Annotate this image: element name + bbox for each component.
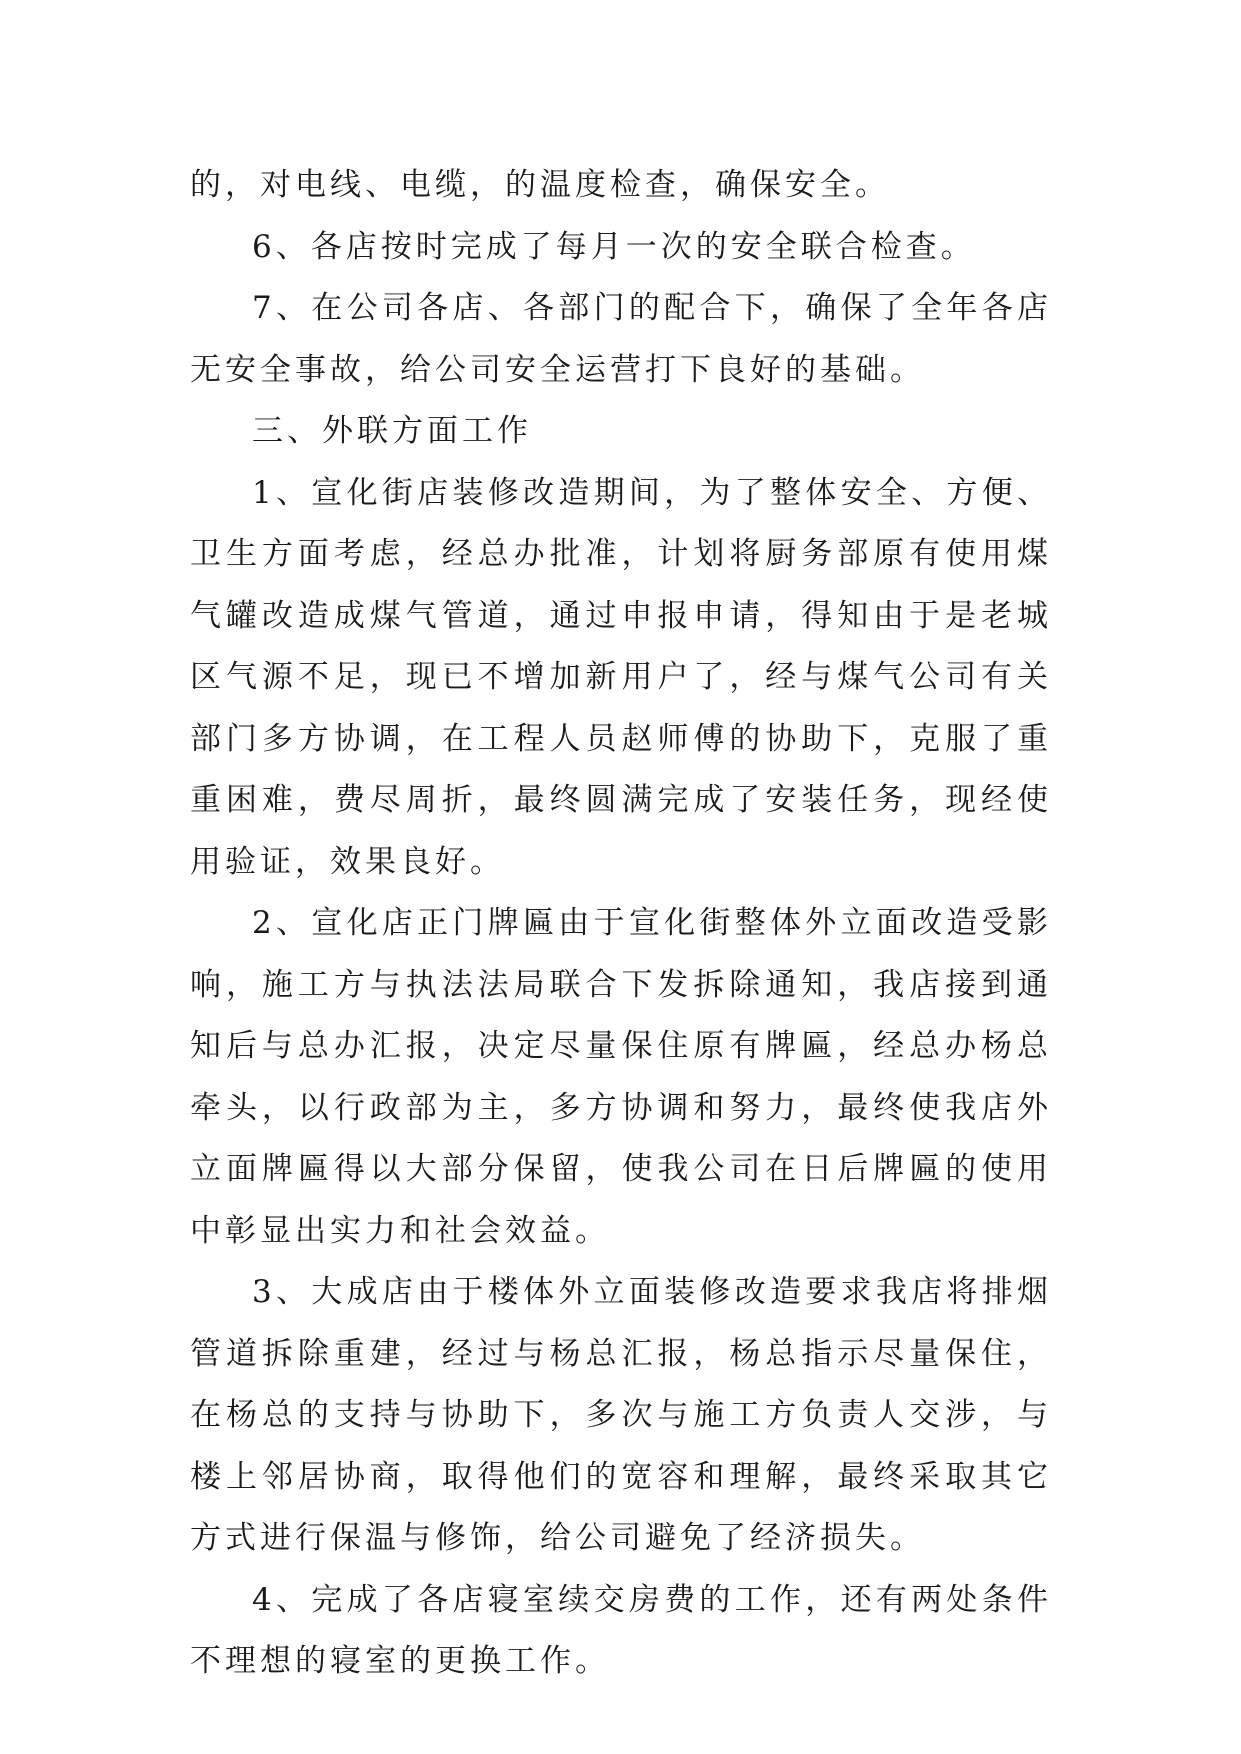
paragraph: 1、宣化街店装修改造期间，为了整体安全、方便、卫生方面考虑，经总办批准，计划将厨务部原有使用煤气罐改造成煤气管道，通过申报申请，得知由于是老城区气源不足，现已不增加新用户了，经与煤气公司有关部门多方协调，在工程人员赵师傅的协助下，克服了重重困难，费尽周折，最终圆满完成了安装任务，现经使用验证，效果良好。 <box>190 474 1052 880</box>
paragraph: 的，对电线、电缆，的温度检查，确保安全。 <box>190 167 890 203</box>
document-body <box>190 155 1052 1693</box>
paragraph: 6、各店按时完成了每月一次的安全联合检查。 <box>252 228 976 265</box>
section-heading: 三、外联方面工作 <box>252 413 532 449</box>
paragraph: 7、在公司各店、各部门的配合下，确保了全年各店无安全事故，给公司安全运营打下良好的基础。 <box>190 290 1052 388</box>
paragraph: 2、宣化店正门牌匾由于宣化街整体外立面改造受影响，施工方与执法法局联合下发拆除通知，我店接到通知后与总办汇报，决定尽量保住原有牌匾，经总办杨总牵头，以行政部为主，多方协调和努力，最终使我店外立面牌匾得以大部分保留，使我公司在日后牌匾的使用中彰显出实力和社会效益。 <box>190 905 1052 1249</box>
paragraph: 4、完成了各店寝室续交房费的工作，还有两处条件不理想的寝室的更换工作。 <box>190 1581 1052 1679</box>
paragraph: 3、大成店由于楼体外立面装修改造要求我店将排烟管道拆除重建，经过与杨总汇报，杨总指示尽量保住，在杨总的支持与协助下，多次与施工方负责人交涉，与楼上邻居协商，取得他们的宽容和理解，最终采取其它方式进行保温与修饰，给公司避免了经济损失。 <box>190 1274 1052 1556</box>
